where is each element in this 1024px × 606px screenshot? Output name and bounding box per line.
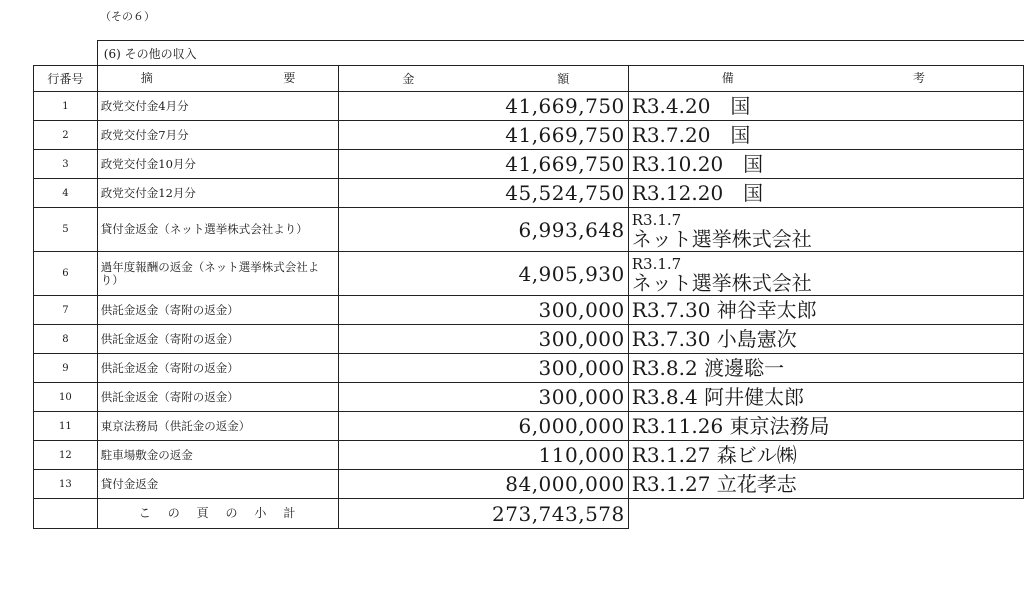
table-row [34,121,1024,150]
row-note: R3.1.27 立花孝志 [628,470,1023,499]
row-note: R3.10.20 国 [628,150,1023,179]
header-notes-char-1: 備 [721,71,734,85]
row-amount: 84,000,000 [339,470,628,499]
header-description-char-2: 要 [283,71,296,85]
row-note [628,252,1023,296]
row-number: 3 [34,150,98,179]
row-description: 供託金返金（寄附の返金） [97,325,339,354]
row-description: 政党交付金12月分 [97,179,339,208]
row-note: R3.1.27 森ビル㈱ [628,441,1023,470]
subtotal-label-char: 頁 [196,506,209,520]
row-amount: 6,000,000 [339,412,628,441]
row-description: 供託金返金（寄附の返金） [97,354,339,383]
subtotal-note-empty [628,499,1023,529]
row-number: 11 [34,412,98,441]
header-notes [628,66,1023,92]
row-number: 1 [34,92,98,121]
table-row [34,296,1024,325]
row-description: 供託金返金（寄附の返金） [97,296,339,325]
row-number: 9 [34,354,98,383]
row-amount: 41,669,750 [339,121,628,150]
row-amount: 300,000 [339,296,628,325]
row-amount: 300,000 [339,354,628,383]
row-note: R3.8.4 阿井健太郎 [628,383,1023,412]
row-amount: 300,000 [339,383,628,412]
header-row [34,66,1024,92]
row-number: 10 [34,383,98,412]
row-note: R3.12.20 国 [628,179,1023,208]
row-amount: 6,993,648 [339,208,628,252]
row-description: 東京法務局（供託金の返金） [97,412,339,441]
row-amount: 300,000 [339,325,628,354]
row-note: R3.7.30 神谷幸太郎 [628,296,1023,325]
subtotal-label-char: の [167,506,180,520]
row-note-party: ネット選挙株式会社 [631,270,812,295]
row-number: 4 [34,179,98,208]
row-amount: 41,669,750 [339,92,628,121]
row-description: 過年度報酬の返金（ネット選挙株式会社より） [97,252,339,296]
section-title: (6) その他の収入 [97,41,1023,66]
row-note: R3.8.2 渡邊聡一 [628,354,1023,383]
row-note: R3.11.26 東京法務局 [628,412,1023,441]
header-amount-char-1: 金 [402,72,415,86]
header-description [97,66,339,92]
table-row [34,150,1024,179]
table-row [34,441,1024,470]
page-label: （その６） [100,10,155,23]
section-row [34,41,1024,66]
table-row [34,412,1024,441]
table-row [34,179,1024,208]
row-note-party: ネット選挙株式会社 [631,226,812,251]
row-number: 5 [34,208,98,252]
subtotal-blank [34,499,98,529]
row-note-date: R3.1.7 [631,210,682,229]
row-amount: 4,905,930 [339,252,628,296]
header-amount [339,66,628,92]
subtotal-amount: 273,743,578 [339,499,628,529]
row-description: 供託金返金（寄附の返金） [97,383,339,412]
table-row [34,252,1024,296]
row-number: 6 [34,252,98,296]
row-number: 12 [34,441,98,470]
row-note-date: R3.1.7 [631,254,682,273]
subtotal-label-char: の [225,506,238,520]
subtotal-label [97,499,339,529]
table-row [34,383,1024,412]
blank-cell [34,41,98,66]
subtotal-label-char: 計 [283,506,296,520]
income-table [33,40,1024,529]
row-amount: 110,000 [339,441,628,470]
row-description: 政党交付金7月分 [97,121,339,150]
row-number: 7 [34,296,98,325]
row-note: R3.4.20 国 [628,92,1023,121]
header-notes-char-2: 考 [912,71,925,85]
header-description-char-1: 摘 [140,71,153,85]
row-description: 政党交付金10月分 [97,150,339,179]
subtotal-label-char: こ [138,506,151,520]
row-number: 2 [34,121,98,150]
row-description: 貸付金返金 [97,470,339,499]
table-row [34,208,1024,252]
row-description: 駐車場敷金の返金 [97,441,339,470]
table-row [34,354,1024,383]
row-amount: 41,669,750 [339,150,628,179]
row-amount: 45,524,750 [339,179,628,208]
subtotal-row [34,499,1024,529]
table-row [34,470,1024,499]
row-description: 貸付金返金（ネット選挙株式会社より） [97,208,339,252]
table-row [34,325,1024,354]
row-number: 13 [34,470,98,499]
subtotal-label-char: 小 [254,506,267,520]
header-amount-char-2: 額 [557,72,570,86]
header-row-number: 行番号 [34,66,98,92]
row-number: 8 [34,325,98,354]
row-description: 政党交付金4月分 [97,92,339,121]
row-note: R3.7.30 小島憲次 [628,325,1023,354]
table-row [34,92,1024,121]
row-note [628,208,1023,252]
row-note: R3.7.20 国 [628,121,1023,150]
